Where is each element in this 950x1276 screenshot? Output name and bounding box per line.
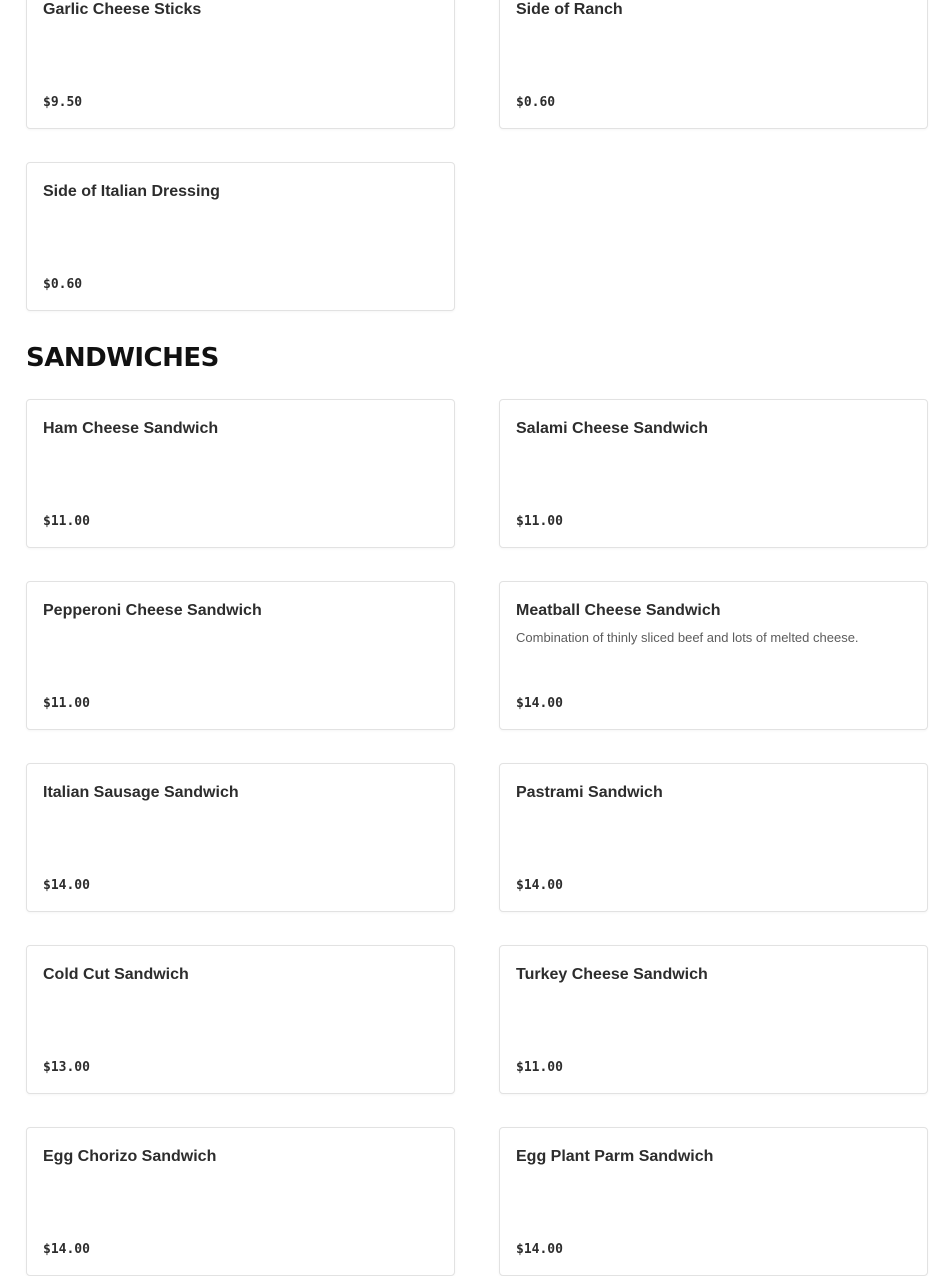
menu-item-name: Meatball Cheese Sandwich (516, 602, 721, 619)
menu-items-grid (26, 0, 928, 311)
menu-item-name: Pepperoni Cheese Sandwich (43, 602, 262, 619)
menu-items-grid (26, 399, 928, 1276)
menu-item-name: Egg Plant Parm Sandwich (516, 1148, 714, 1165)
menu-item-card[interactable] (26, 763, 455, 912)
menu-item-card[interactable] (499, 399, 928, 548)
menu-item-price: $11.00 (43, 514, 90, 529)
menu-item-name: Egg Chorizo Sandwich (43, 1148, 217, 1165)
menu-item-card[interactable] (26, 581, 455, 730)
menu-item-price: $14.00 (43, 1242, 90, 1257)
menu-item-price: $14.00 (516, 696, 563, 711)
menu-item-price: $11.00 (516, 514, 563, 529)
menu-item-card[interactable] (499, 581, 928, 730)
menu-item-name: Side of Italian Dressing (43, 183, 220, 200)
menu-item-card[interactable] (26, 399, 455, 548)
menu-item-name: Salami Cheese Sandwich (516, 420, 709, 437)
menu-item-price: $14.00 (516, 1242, 563, 1257)
menu-item-price: $11.00 (43, 696, 90, 711)
menu-item-name: Cold Cut Sandwich (43, 966, 189, 983)
menu-item-card[interactable] (26, 1127, 455, 1276)
menu-item-card[interactable] (499, 945, 928, 1094)
menu-item-name: Pastrami Sandwich (516, 784, 663, 801)
menu-item-name: Ham Cheese Sandwich (43, 420, 219, 437)
menu-item-price: $0.60 (516, 95, 556, 110)
menu-item-price: $13.00 (43, 1060, 90, 1075)
menu-item-card[interactable] (499, 0, 928, 129)
menu-item-description: Combination of thinly sliced beef and lots of melted cheese. (516, 630, 859, 645)
menu-item-card[interactable] (26, 162, 455, 311)
menu-item-price: $9.50 (43, 95, 83, 110)
menu-item-name: Italian Sausage Sandwich (43, 784, 239, 801)
menu-item-name: Side of Ranch (516, 1, 623, 18)
menu-item-card[interactable] (26, 945, 455, 1094)
menu-item-price: $14.00 (43, 878, 90, 893)
menu-item-price: $14.00 (516, 878, 563, 893)
menu-item-card[interactable] (499, 763, 928, 912)
menu-list (26, 0, 928, 1276)
menu-item-card[interactable] (26, 0, 455, 129)
menu-item-card[interactable] (499, 1127, 928, 1276)
section-title: SANDWICHES (26, 343, 219, 373)
menu-item-name: Garlic Cheese Sticks (43, 1, 202, 18)
menu-item-price: $0.60 (43, 277, 83, 292)
menu-item-price: $11.00 (516, 1060, 563, 1075)
menu-item-name: Turkey Cheese Sandwich (516, 966, 708, 983)
